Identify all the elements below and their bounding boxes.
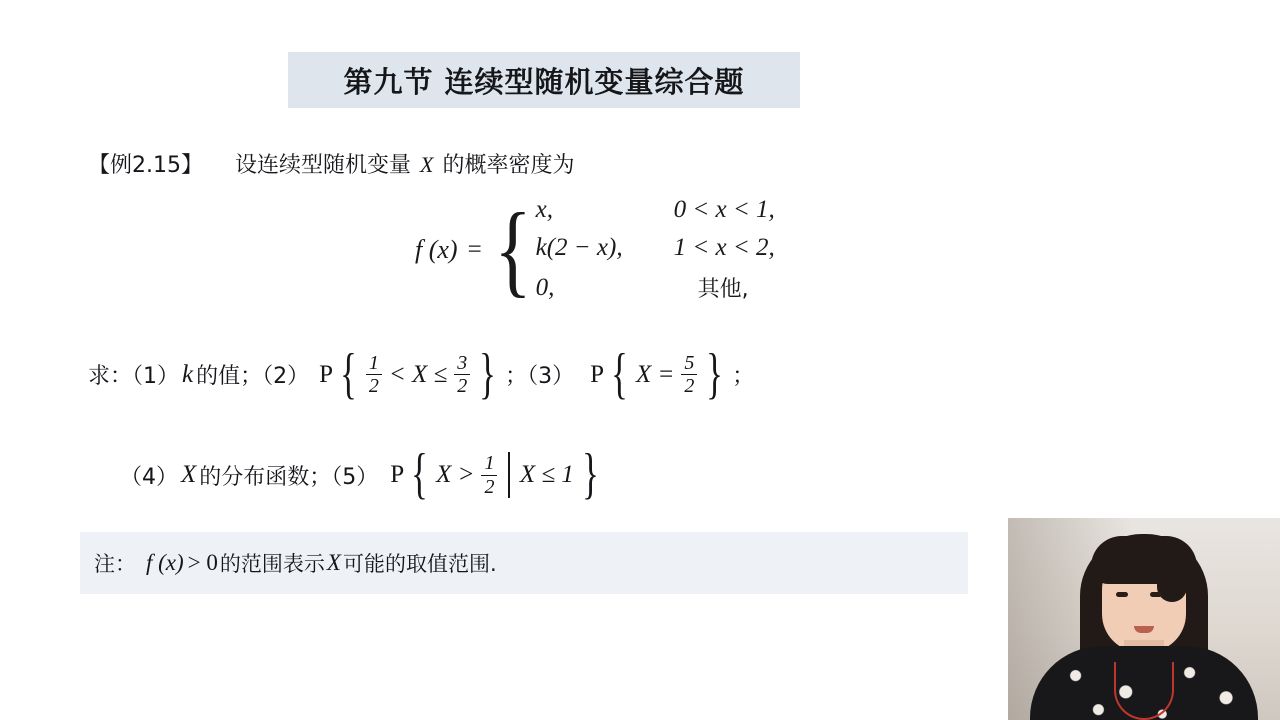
presenter-lanyard xyxy=(1114,662,1174,720)
q5-fraction-one-half: $\frac{1}{2}$ xyxy=(477,452,501,498)
note-fx: f (x) xyxy=(146,550,184,575)
q2-right-brace-icon: } xyxy=(479,343,497,406)
case-3-condition: 其他, xyxy=(697,277,749,302)
q2-fraction-one-half: $\frac{1}{2}$ xyxy=(362,352,386,398)
q4-prefix: （4） xyxy=(120,464,178,490)
case-3-expression: 0, xyxy=(535,273,555,301)
q3-fraction-five-halves: $\frac{5}{2}$ xyxy=(677,352,701,398)
q5-right-brace-icon: } xyxy=(581,443,599,506)
note-text-mid: 的范围表示 xyxy=(219,552,325,576)
questions-line-2 xyxy=(120,443,604,506)
example-text-pre: 设连续型随机变量 xyxy=(235,153,412,178)
q1-text: 的值；（2） xyxy=(196,364,310,390)
case-2-condition: 1 < x < 2, xyxy=(673,234,775,261)
formula-cases xyxy=(534,196,775,303)
presenter-fringe xyxy=(1091,536,1197,584)
note-label: 注： xyxy=(94,552,136,576)
q-separator-1: ；（3） xyxy=(505,364,575,390)
formula-lhs: f (x) xyxy=(415,234,458,264)
note-inequality: > 0 xyxy=(187,550,218,575)
example-label: 【例2.15】 xyxy=(88,153,203,178)
note-content xyxy=(94,548,497,578)
q2-probability-symbol: P xyxy=(319,360,334,388)
note-box xyxy=(80,532,968,594)
questions-line-1 xyxy=(88,343,758,406)
q5-given-condition: X ≤ 1 xyxy=(519,461,574,488)
note-random-variable: X xyxy=(326,550,341,575)
left-brace-icon: { xyxy=(493,191,532,307)
case-1-expression: x, xyxy=(535,196,553,223)
case-1-condition: 0 < x < 1, xyxy=(673,196,775,223)
example-random-variable: X xyxy=(420,152,434,177)
presenter-video-overlay[interactable] xyxy=(1008,518,1280,720)
q5-event-lhs: X > xyxy=(436,461,475,488)
q2-left-brace-icon: { xyxy=(340,343,357,406)
q1-prefix: 求：（1） xyxy=(88,364,179,390)
q2-fraction-three-halves: $\frac{3}{2}$ xyxy=(450,352,474,398)
example-text-post: 的概率密度为 xyxy=(442,153,575,178)
presenter-eye-left xyxy=(1116,592,1128,597)
q5-probability-symbol: P xyxy=(390,461,405,488)
q3-probability-symbol: P xyxy=(590,360,605,388)
conditional-bar-icon xyxy=(508,452,509,498)
q4-text: 的分布函数；（5） xyxy=(199,464,379,490)
q3-lhs: X = xyxy=(635,360,675,388)
slide-title-banner xyxy=(288,52,800,108)
q-separator-2: ； xyxy=(732,364,755,390)
q2-relation: < X ≤ xyxy=(388,360,448,388)
note-text-end: 可能的取值范围. xyxy=(342,552,497,576)
q3-left-brace-icon: { xyxy=(611,343,628,406)
example-statement xyxy=(88,148,574,179)
density-formula xyxy=(415,191,775,307)
page-title: 第九节 连续型随机变量综合题 xyxy=(343,64,745,99)
q1-k-symbol: k xyxy=(182,360,194,388)
formula-equals: = xyxy=(467,235,482,263)
case-2-expression: k(2 − x), xyxy=(535,234,623,261)
presenter-eye-right xyxy=(1150,592,1162,597)
q5-left-brace-icon: { xyxy=(411,443,428,506)
q4-random-variable: X xyxy=(181,461,197,488)
q3-right-brace-icon: } xyxy=(706,343,724,406)
